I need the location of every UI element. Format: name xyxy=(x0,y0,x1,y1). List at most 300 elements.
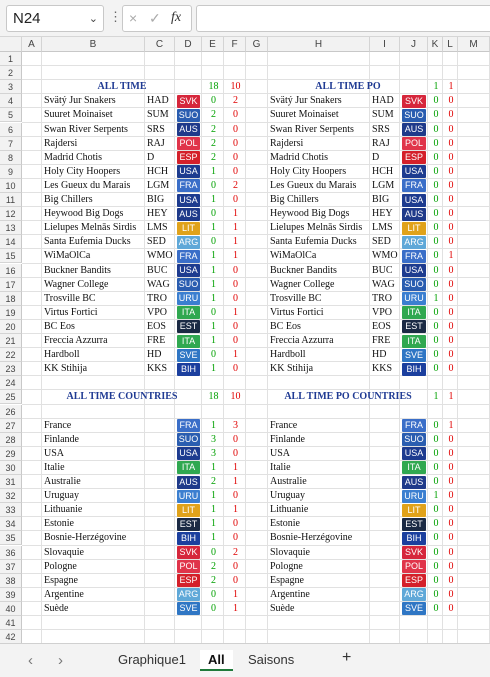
country-name[interactable]: Australie xyxy=(44,476,81,487)
po-country-losses[interactable]: 0 xyxy=(448,518,454,530)
row-header[interactable]: 5 xyxy=(0,108,22,122)
flag-badge[interactable]: USA xyxy=(177,194,200,207)
country-losses[interactable]: 1 xyxy=(233,588,238,600)
more-options-icon[interactable]: ⋮ xyxy=(109,9,122,24)
row-header[interactable]: 39 xyxy=(0,588,22,602)
country-name[interactable]: Italie xyxy=(44,461,65,473)
flag-badge[interactable]: ARG xyxy=(402,588,426,601)
po-wins[interactable]: 0 xyxy=(433,194,439,205)
po-wins[interactable]: 0 xyxy=(433,320,439,332)
row-header[interactable]: 15 xyxy=(0,249,22,263)
country-wins[interactable]: 2 xyxy=(211,476,216,487)
po-losses[interactable]: 0 xyxy=(448,335,454,346)
flag-badge[interactable]: SVK xyxy=(402,95,426,108)
add-sheet-icon[interactable]: + xyxy=(342,649,352,666)
flag-badge[interactable]: EST xyxy=(402,320,426,333)
flag-badge[interactable]: LIT xyxy=(402,504,426,517)
team-code[interactable]: D xyxy=(147,151,155,163)
row-header[interactable]: 7 xyxy=(0,137,22,151)
po-country-wins[interactable]: 0 xyxy=(433,588,439,600)
po-team-name[interactable]: Lielupes Melnās Sirdis xyxy=(270,222,363,234)
country-losses[interactable]: 0 xyxy=(233,532,238,544)
flag-badge[interactable]: SUO xyxy=(402,433,426,446)
country-name[interactable]: Uruguay xyxy=(44,490,79,502)
flag-badge[interactable]: URU xyxy=(178,490,199,501)
po-team-name[interactable]: Hardboll xyxy=(270,349,306,361)
flag-badge[interactable]: LIT xyxy=(177,222,200,235)
countries-total-wins[interactable]: 18 xyxy=(208,391,219,403)
po-losses[interactable]: 0 xyxy=(448,264,454,276)
losses[interactable]: 0 xyxy=(233,320,238,332)
wins[interactable]: 1 xyxy=(211,264,216,276)
po-team-code[interactable]: TRO xyxy=(372,292,392,304)
column-header-j[interactable]: J xyxy=(400,37,428,52)
row-header[interactable]: 4 xyxy=(0,94,22,108)
po-wins[interactable]: 0 xyxy=(433,109,439,121)
country-wins[interactable]: 1 xyxy=(211,490,216,502)
flag-badge[interactable]: AUS xyxy=(177,476,200,489)
po-country-losses[interactable]: 1 xyxy=(448,419,454,431)
po-country-losses[interactable]: 0 xyxy=(448,461,454,473)
wins[interactable]: 2 xyxy=(211,151,216,163)
po-losses[interactable]: 0 xyxy=(448,123,454,135)
row-header[interactable]: 31 xyxy=(0,475,22,489)
row-header[interactable]: 35 xyxy=(0,531,22,545)
column-header-c[interactable]: C xyxy=(145,37,175,52)
country-name[interactable]: Argentine xyxy=(44,588,84,600)
po-team-code[interactable]: KKS xyxy=(372,363,393,375)
po-team-code[interactable]: LGM xyxy=(372,179,395,191)
po-wins[interactable]: 0 xyxy=(433,250,439,262)
po-team-name[interactable]: Santa Eufemia Ducks xyxy=(270,236,357,248)
team-code[interactable]: SED xyxy=(147,236,166,248)
po-country-losses[interactable]: 0 xyxy=(448,433,454,445)
po-team-name[interactable]: Rajdersi xyxy=(270,137,304,149)
row-header[interactable]: 17 xyxy=(0,278,22,292)
po-country-wins[interactable]: 0 xyxy=(433,419,439,431)
team-name[interactable]: Suuret Moinaiset xyxy=(44,109,113,121)
row-header[interactable]: 24 xyxy=(0,376,22,390)
team-code[interactable]: KKS xyxy=(147,363,168,375)
po-country-losses[interactable]: 0 xyxy=(448,574,454,586)
po-losses[interactable]: 0 xyxy=(448,292,454,304)
flag-badge[interactable]: POL xyxy=(177,560,200,573)
team-name[interactable]: Freccia Azzurra xyxy=(44,335,108,346)
po-team-code[interactable]: SRS xyxy=(372,123,390,135)
row-header[interactable]: 34 xyxy=(0,517,22,531)
row-header[interactable]: 27 xyxy=(0,419,22,433)
country-wins[interactable]: 1 xyxy=(211,504,216,516)
wins[interactable]: 1 xyxy=(211,250,216,262)
flag-badge[interactable]: USA xyxy=(402,264,426,277)
losses[interactable]: 2 xyxy=(233,95,238,107)
team-code[interactable]: BIG xyxy=(147,194,165,205)
row-header[interactable]: 6 xyxy=(0,123,22,137)
total-wins[interactable]: 18 xyxy=(208,81,219,93)
team-code[interactable]: FRE xyxy=(147,335,166,346)
flag-badge[interactable]: URU xyxy=(178,293,199,304)
flag-badge[interactable]: FRA xyxy=(402,250,426,263)
row-header[interactable]: 10 xyxy=(0,179,22,193)
row-header[interactable]: 42 xyxy=(0,630,22,643)
team-name[interactable]: Heywood Big Dogs xyxy=(44,208,124,220)
losses[interactable]: 1 xyxy=(233,208,238,220)
tab-saisons[interactable]: Saisons xyxy=(248,652,295,667)
losses[interactable]: 1 xyxy=(233,250,238,262)
po-team-name[interactable]: BC Eos xyxy=(270,320,301,332)
po-wins[interactable]: 0 xyxy=(433,306,439,318)
po-losses[interactable]: 1 xyxy=(448,250,454,262)
po-team-code[interactable]: WMO xyxy=(372,250,398,262)
flag-badge[interactable]: USA xyxy=(402,194,426,207)
team-name[interactable]: Holy City Hoopers xyxy=(44,165,121,177)
wins[interactable]: 0 xyxy=(211,179,216,191)
po-wins[interactable]: 0 xyxy=(433,208,439,220)
po-team-code[interactable]: SUM xyxy=(372,109,394,121)
fx-icon[interactable]: fx xyxy=(171,10,182,25)
po-country-name[interactable]: Argentine xyxy=(270,588,310,600)
po-country-name[interactable]: USA xyxy=(270,447,291,459)
row-header[interactable]: 3 xyxy=(0,80,22,94)
po-country-name[interactable]: Italie xyxy=(270,461,291,473)
countries-total-losses[interactable]: 10 xyxy=(230,391,241,403)
country-name[interactable]: USA xyxy=(44,447,65,459)
flag-badge[interactable]: SVE xyxy=(402,349,426,362)
po-team-name[interactable]: Virtus Fortici xyxy=(270,306,324,318)
flag-badge[interactable]: AUS xyxy=(402,476,426,489)
flag-badge[interactable]: BIH xyxy=(402,363,426,376)
po-wins[interactable]: 0 xyxy=(433,151,439,163)
row-header[interactable]: 26 xyxy=(0,405,22,419)
row-header[interactable]: 40 xyxy=(0,602,22,616)
row-header[interactable]: 13 xyxy=(0,221,22,235)
po-team-name[interactable]: Suuret Moinaiset xyxy=(270,109,339,121)
po-team-name[interactable]: Les Gueux du Marais xyxy=(270,179,357,191)
cancel-icon[interactable]: × xyxy=(129,10,138,26)
flag-badge[interactable]: POL xyxy=(177,137,200,150)
team-name[interactable]: Madrid Chotis xyxy=(44,151,103,163)
losses[interactable]: 1 xyxy=(233,222,238,234)
column-header-h[interactable]: H xyxy=(268,37,370,52)
team-code[interactable]: SRS xyxy=(147,123,165,135)
wins[interactable]: 0 xyxy=(211,208,216,220)
column-header-e[interactable]: E xyxy=(202,37,224,52)
team-name[interactable]: Svätý Jur Snakers xyxy=(44,95,116,107)
losses[interactable]: 2 xyxy=(233,179,238,191)
po-country-wins[interactable]: 0 xyxy=(433,574,439,586)
country-name[interactable]: Suède xyxy=(44,602,69,614)
country-losses[interactable]: 0 xyxy=(233,490,238,502)
team-code[interactable]: HAD xyxy=(147,95,169,107)
country-losses[interactable]: 0 xyxy=(233,518,238,530)
flag-badge[interactable]: SVK xyxy=(402,546,426,559)
po-losses[interactable]: 0 xyxy=(448,137,454,149)
po-team-name[interactable]: Buckner Bandits xyxy=(270,264,337,276)
total-losses[interactable]: 10 xyxy=(230,81,241,93)
row-header[interactable]: 28 xyxy=(0,433,22,447)
flag-badge[interactable]: SUO xyxy=(402,278,426,291)
flag-badge[interactable]: USA xyxy=(177,447,200,460)
team-code[interactable]: LGM xyxy=(147,179,170,191)
po-losses[interactable]: 0 xyxy=(448,95,454,107)
flag-badge[interactable]: SUO xyxy=(178,279,199,290)
po-country-losses[interactable]: 0 xyxy=(448,602,454,614)
country-name[interactable]: Finlande xyxy=(44,433,79,445)
po-team-name[interactable]: Swan River Serpents xyxy=(270,123,354,135)
po-team-name[interactable]: WiMaOlCa xyxy=(270,250,317,262)
po-country-losses[interactable]: 0 xyxy=(448,532,454,544)
po-country-wins[interactable]: 0 xyxy=(433,546,439,558)
country-wins[interactable]: 1 xyxy=(211,419,216,431)
country-name[interactable]: France xyxy=(44,419,72,431)
country-losses[interactable]: 1 xyxy=(233,461,238,473)
po-country-losses[interactable]: 0 xyxy=(448,447,454,459)
flag-badge[interactable]: ESP xyxy=(402,574,426,587)
flag-badge[interactable]: BIH xyxy=(177,532,200,545)
country-losses[interactable]: 3 xyxy=(233,419,238,431)
row-header[interactable]: 25 xyxy=(0,390,22,404)
country-wins[interactable]: 1 xyxy=(211,461,216,473)
country-losses[interactable]: 0 xyxy=(233,433,238,445)
losses[interactable]: 0 xyxy=(233,292,238,304)
flag-badge[interactable]: USA xyxy=(402,165,426,178)
team-name[interactable]: Lielupes Melnās Sirdis xyxy=(44,222,137,234)
team-name[interactable]: KK Stihija xyxy=(44,363,88,375)
row-header[interactable]: 8 xyxy=(0,151,22,165)
po-country-losses[interactable]: 0 xyxy=(448,490,454,502)
team-name[interactable]: Rajdersi xyxy=(44,137,78,149)
po-losses[interactable]: 0 xyxy=(448,208,454,220)
flag-badge[interactable]: SVE xyxy=(177,602,200,615)
po-losses[interactable]: 0 xyxy=(448,349,454,361)
po-country-wins[interactable]: 0 xyxy=(433,447,439,459)
row-header[interactable]: 33 xyxy=(0,503,22,517)
po-wins[interactable]: 0 xyxy=(433,179,439,191)
team-name[interactable]: Buckner Bandits xyxy=(44,264,111,276)
team-code[interactable]: HD xyxy=(147,349,162,361)
po-team-name[interactable]: Freccia Azzurra xyxy=(270,335,334,346)
flag-badge[interactable]: ESP xyxy=(402,151,426,164)
flag-badge[interactable]: FRA xyxy=(402,419,426,432)
countries-po-total-wins[interactable]: 1 xyxy=(433,391,439,403)
po-country-losses[interactable]: 0 xyxy=(448,546,454,558)
wins[interactable]: 0 xyxy=(211,306,216,318)
flag-badge[interactable]: POL xyxy=(402,560,426,573)
team-code[interactable]: EOS xyxy=(147,320,166,332)
flag-badge[interactable]: EST xyxy=(177,518,200,531)
spreadsheet-grid[interactable] xyxy=(0,37,490,643)
country-name[interactable]: Lithuanie xyxy=(44,504,83,516)
wins[interactable]: 1 xyxy=(211,335,216,346)
wins[interactable]: 1 xyxy=(211,165,216,177)
po-country-name[interactable]: Lithuanie xyxy=(270,504,309,516)
team-name[interactable]: Les Gueux du Marais xyxy=(44,179,131,191)
po-country-losses[interactable]: 0 xyxy=(448,504,454,516)
po-team-code[interactable]: HD xyxy=(372,349,387,361)
flag-badge[interactable]: EST xyxy=(177,320,200,333)
row-header[interactable]: 11 xyxy=(0,193,22,207)
prev-sheet-icon[interactable]: ‹ xyxy=(28,652,33,669)
countries-po-total-losses[interactable]: 1 xyxy=(448,391,454,403)
country-wins[interactable]: 3 xyxy=(211,433,216,445)
row-header[interactable]: 12 xyxy=(0,207,22,221)
flag-badge[interactable]: URU xyxy=(402,490,426,503)
column-header-k[interactable]: K xyxy=(428,37,443,52)
flag-badge[interactable]: SVE xyxy=(177,349,200,362)
team-code[interactable]: TRO xyxy=(147,292,167,304)
po-team-code[interactable]: LMS xyxy=(372,222,393,234)
po-team-name[interactable]: Big Chillers xyxy=(270,194,319,205)
po-wins[interactable]: 0 xyxy=(433,95,439,107)
flag-badge[interactable]: FRA xyxy=(177,179,200,192)
flag-badge[interactable]: ESP xyxy=(177,574,200,587)
team-name[interactable]: Trosville BC xyxy=(44,292,96,304)
losses[interactable]: 1 xyxy=(233,306,238,318)
po-country-wins[interactable]: 0 xyxy=(433,532,439,544)
po-country-name[interactable]: Suède xyxy=(270,602,295,614)
column-header-l[interactable]: L xyxy=(443,37,458,52)
wins[interactable]: 0 xyxy=(211,236,216,248)
country-name[interactable]: Estonie xyxy=(44,518,74,530)
losses[interactable]: 0 xyxy=(233,264,238,276)
losses[interactable]: 0 xyxy=(233,151,238,163)
flag-badge[interactable]: ITA xyxy=(177,306,200,319)
po-team-code[interactable]: FRE xyxy=(372,335,391,346)
po-losses[interactable]: 0 xyxy=(448,306,454,318)
team-name[interactable]: WiMaOlCa xyxy=(44,250,91,262)
chevron-down-icon[interactable]: ⌄ xyxy=(88,13,98,25)
po-wins[interactable]: 0 xyxy=(433,236,439,248)
flag-badge[interactable]: ARG xyxy=(178,236,199,247)
po-losses[interactable]: 0 xyxy=(448,179,454,191)
country-losses[interactable]: 0 xyxy=(233,447,238,459)
country-name[interactable]: Bosnie-Herzégovine xyxy=(44,532,127,544)
losses[interactable]: 0 xyxy=(233,137,238,149)
po-team-code[interactable]: EOS xyxy=(372,320,391,332)
team-name[interactable]: Big Chillers xyxy=(44,194,93,205)
po-wins[interactable]: 0 xyxy=(433,222,439,234)
po-wins[interactable]: 0 xyxy=(433,137,439,149)
flag-badge[interactable]: SUO xyxy=(178,434,199,445)
enter-icon[interactable]: ✓ xyxy=(149,10,161,26)
row-header[interactable]: 2 xyxy=(0,66,22,80)
po-country-wins[interactable]: 0 xyxy=(433,476,439,487)
po-team-code[interactable]: BIG xyxy=(372,194,390,205)
row-header[interactable]: 23 xyxy=(0,362,22,376)
losses[interactable]: 0 xyxy=(233,363,238,375)
flag-badge[interactable]: ITA xyxy=(402,306,426,319)
po-team-code[interactable]: HCH xyxy=(372,165,394,177)
wins[interactable]: 2 xyxy=(211,123,216,135)
country-wins[interactable]: 0 xyxy=(211,602,216,614)
po-country-wins[interactable]: 0 xyxy=(433,560,439,572)
po-country-name[interactable]: Estonie xyxy=(270,518,300,530)
country-wins[interactable]: 1 xyxy=(211,518,216,530)
po-country-wins[interactable]: 0 xyxy=(433,518,439,530)
wins[interactable]: 1 xyxy=(211,194,216,205)
row-header[interactable]: 1 xyxy=(0,52,22,66)
row-header[interactable]: 18 xyxy=(0,292,22,306)
po-country-name[interactable]: Uruguay xyxy=(270,490,305,502)
team-code[interactable]: HEY xyxy=(147,208,168,220)
flag-badge[interactable]: LIT xyxy=(402,222,426,235)
po-country-name[interactable]: France xyxy=(270,419,298,431)
flag-badge[interactable]: ITA xyxy=(402,335,426,348)
row-header[interactable]: 22 xyxy=(0,348,22,362)
losses[interactable]: 1 xyxy=(233,349,238,361)
team-name[interactable]: Santa Eufemia Ducks xyxy=(44,236,131,248)
country-wins[interactable]: 3 xyxy=(211,447,216,459)
po-team-name[interactable]: Heywood Big Dogs xyxy=(270,208,350,220)
row-header[interactable]: 14 xyxy=(0,235,22,249)
po-team-code[interactable]: SED xyxy=(372,236,391,248)
losses[interactable]: 0 xyxy=(233,194,238,205)
po-country-name[interactable]: Finlande xyxy=(270,433,305,445)
row-header[interactable]: 41 xyxy=(0,616,22,630)
formula-input[interactable] xyxy=(196,5,490,32)
next-sheet-icon[interactable]: › xyxy=(58,652,63,669)
po-team-code[interactable]: WAG xyxy=(372,278,395,290)
team-code[interactable]: BUC xyxy=(147,264,168,276)
losses[interactable]: 1 xyxy=(233,236,238,248)
wins[interactable]: 1 xyxy=(211,222,216,234)
po-total-losses[interactable]: 1 xyxy=(448,81,454,93)
column-header-i[interactable]: I xyxy=(370,37,400,52)
flag-badge[interactable]: URU xyxy=(402,292,426,305)
po-country-wins[interactable]: 0 xyxy=(433,602,439,614)
country-losses[interactable]: 0 xyxy=(233,560,238,572)
row-header[interactable]: 38 xyxy=(0,574,22,588)
po-wins[interactable]: 0 xyxy=(433,335,439,346)
flag-badge[interactable]: FRA xyxy=(177,250,200,263)
country-losses[interactable]: 1 xyxy=(233,504,238,516)
team-code[interactable]: HCH xyxy=(147,165,169,177)
flag-badge[interactable]: FRA xyxy=(402,179,426,192)
po-wins[interactable]: 0 xyxy=(433,123,439,135)
column-header-b[interactable]: B xyxy=(42,37,145,52)
tab-graphique1[interactable]: Graphique1 xyxy=(118,652,186,667)
team-name[interactable]: BC Eos xyxy=(44,320,75,332)
po-team-code[interactable]: RAJ xyxy=(372,137,390,149)
po-country-wins[interactable]: 0 xyxy=(433,461,439,473)
flag-badge[interactable]: LIT xyxy=(177,504,200,517)
wins[interactable]: 0 xyxy=(211,95,216,107)
tab-all[interactable]: All xyxy=(200,650,233,671)
po-losses[interactable]: 0 xyxy=(448,151,454,163)
team-code[interactable]: LMS xyxy=(147,222,168,234)
po-team-name[interactable]: Wagner College xyxy=(270,278,335,290)
po-losses[interactable]: 0 xyxy=(448,109,454,121)
wins[interactable]: 1 xyxy=(211,278,216,290)
select-all-corner[interactable] xyxy=(0,37,22,52)
row-header[interactable]: 20 xyxy=(0,320,22,334)
team-code[interactable]: RAJ xyxy=(147,137,165,149)
wins[interactable]: 1 xyxy=(211,363,216,375)
po-team-code[interactable]: BUC xyxy=(372,264,393,276)
team-name[interactable]: Virtus Fortici xyxy=(44,306,98,318)
flag-badge[interactable]: USA xyxy=(177,165,200,178)
country-name[interactable]: Espagne xyxy=(44,574,78,586)
team-code[interactable]: WAG xyxy=(147,278,170,290)
team-name[interactable]: Wagner College xyxy=(44,278,109,290)
row-header[interactable]: 32 xyxy=(0,489,22,503)
flag-badge[interactable]: AUS xyxy=(177,208,200,221)
row-header[interactable]: 36 xyxy=(0,546,22,560)
row-header[interactable]: 30 xyxy=(0,461,22,475)
po-country-name[interactable]: Australie xyxy=(270,476,307,487)
wins[interactable]: 2 xyxy=(211,137,216,149)
po-wins[interactable]: 0 xyxy=(433,278,439,290)
